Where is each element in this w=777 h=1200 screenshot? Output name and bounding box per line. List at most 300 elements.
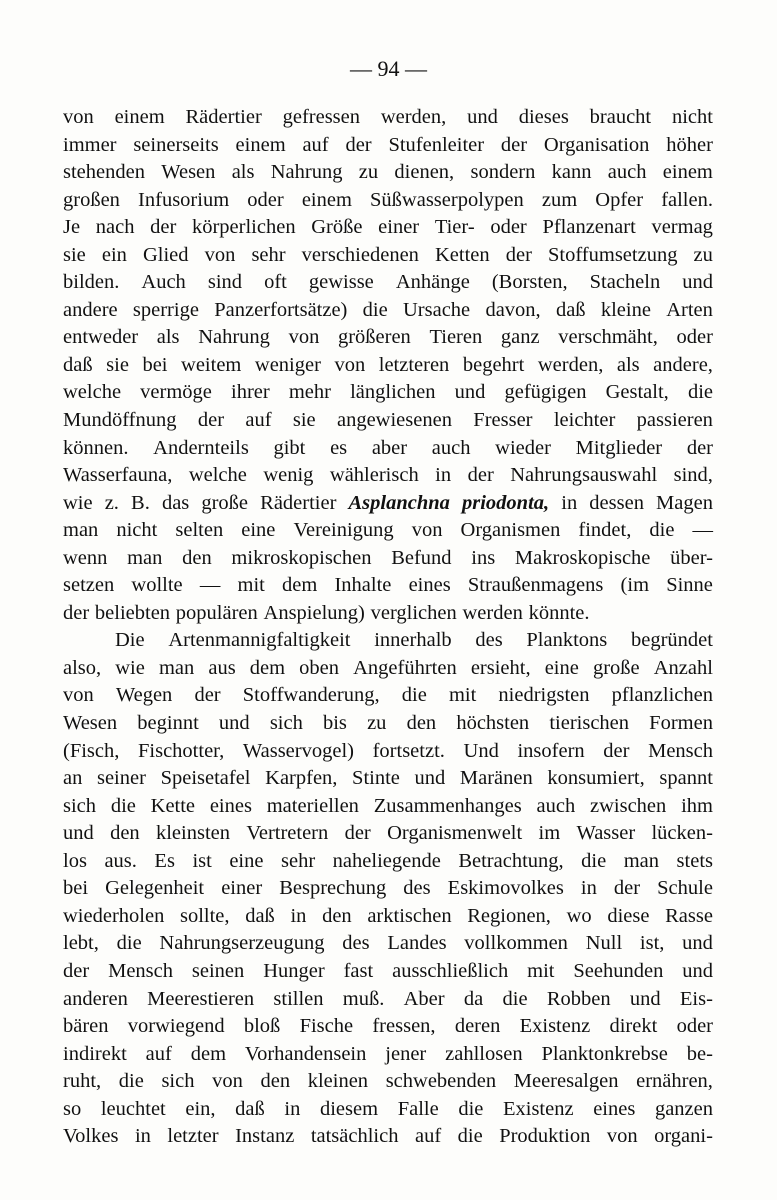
word: Wasser [576,822,636,845]
word: sehr [281,849,316,872]
word: bei [63,877,89,900]
word: insofern [517,739,585,762]
text-line [63,738,713,766]
word: können. [63,436,129,459]
text-line [63,1068,713,1096]
word: bloß [243,1015,281,1038]
word: nicht [671,106,713,128]
word: die [502,987,528,1010]
text-line [63,104,713,132]
word: tatsächlich [310,1125,399,1148]
word: andere, [653,353,713,376]
word: wie [63,491,93,514]
word: Stufenleiter [388,133,485,156]
word: Fischotter, [138,739,225,762]
word: körperlichen [191,216,296,239]
word: welche [63,381,122,404]
word: vollkommen [464,932,568,955]
word: daß [235,1097,265,1120]
text-line [63,407,713,435]
word: dem [282,574,318,597]
word: braucht [589,106,652,128]
word: gewisse [308,271,374,294]
word: der [63,601,90,624]
word: arktischen [367,904,452,927]
word: größeren [337,326,411,349]
word: Meerestieren [147,987,255,1010]
word: des [475,629,503,652]
word: als [231,161,255,184]
word: ist [192,849,212,872]
word: es [330,436,348,459]
word: Straußenmagens [467,574,604,597]
text-line [63,655,713,683]
word: man [158,656,195,679]
word: in [290,904,307,927]
word: leuchtet [100,1097,166,1120]
word: begründet [631,629,713,652]
word: man [63,519,99,542]
word: auf [245,409,272,432]
text-line [63,159,713,187]
word: die [458,1097,484,1120]
word: einem [114,106,165,128]
word: eine [241,519,276,542]
word: selten [175,519,224,542]
word: werden, [380,106,447,128]
word: Arten [666,298,713,321]
word: bären [63,1015,109,1038]
word: Nahrungserzeugung [159,932,325,955]
text-line [63,242,713,270]
word: direkt [609,1015,658,1038]
word: Sinne [666,574,713,597]
word: populären [175,601,258,624]
word: Organisation [543,133,650,156]
word: Speisetafel [160,767,251,790]
word: einem [235,133,286,156]
word: kleine [600,298,651,321]
word: seinen [191,959,245,982]
word: den [110,822,140,845]
word: der [500,133,528,156]
text-line [63,490,713,518]
text-line [63,820,713,848]
word: jener [385,1042,427,1065]
word: welche [188,464,247,487]
word: wiederholen [63,904,165,927]
word: und [454,381,486,404]
text-line [63,1041,713,1069]
word: Gestalt, [605,381,669,404]
text-line [63,1123,713,1151]
word: Fische [299,1015,354,1038]
word: der [467,464,494,487]
word: der [345,133,372,156]
word: — [692,519,713,542]
word: Anspielung) [263,601,365,624]
word: von [411,519,443,542]
text-line [63,875,713,903]
text-line [63,352,713,380]
word: den [260,1070,291,1093]
word: in [561,491,578,514]
word: in [134,1125,151,1148]
word: mit [527,959,555,982]
word: und [682,959,713,982]
word: naheliegende [332,849,441,872]
word: ihm [681,794,713,817]
word: zu [693,243,713,266]
word: ihrer [231,381,270,404]
word: sondern [470,161,536,184]
word: Maränen [459,767,533,790]
word: der [197,409,225,432]
word: von [63,684,94,707]
word: dienen, [394,161,455,184]
word: die [118,1070,144,1093]
word: oder [490,216,527,239]
word: dieses [518,106,569,128]
word: Es [154,849,175,872]
word: Schule [657,877,713,900]
word: und [63,822,94,845]
word: als [616,353,640,376]
word: eines [408,574,451,597]
word: zu [358,161,379,184]
word: ist, [639,932,665,955]
word: muß. [342,987,385,1010]
word: Stoffumsetzung [548,243,678,266]
text-line [63,297,713,325]
word: Die [115,629,145,652]
word: also, [63,656,102,679]
word: Existenz [519,1015,591,1038]
word: die [649,519,675,542]
word: in [435,464,452,487]
word: wieder [495,436,551,459]
word: eines [593,1097,636,1120]
word: sind [207,271,243,294]
word: fallen. [661,188,713,211]
word: Opfer [595,188,644,211]
word: große [592,656,640,679]
word: fortsetzt. [372,739,445,762]
word: pflanzlichen [611,684,713,707]
word: Planktons [526,629,608,652]
word: und [218,712,250,735]
text-line [63,958,713,986]
text-line [63,1013,713,1041]
word: des [403,877,431,900]
word: nicht [116,519,158,542]
word: eine [544,656,579,679]
word: Instanz [235,1125,295,1148]
word: Landes [387,932,447,955]
word: ins [471,546,496,569]
word: Wesen [63,712,118,735]
word: so [63,1097,82,1120]
word: in [284,1097,301,1120]
word: verschiedenen [301,243,419,266]
word: Tier- [434,216,475,239]
word: Inhalte [334,574,392,597]
word: Karpfen, [265,767,338,790]
word: sich [269,712,303,735]
word: Falle [397,1097,439,1120]
text-line [63,214,713,242]
word: die [401,684,427,707]
word: höher [666,133,713,156]
word: der [686,436,713,459]
word: die [581,849,607,872]
word: Ursache [403,298,471,321]
word: letzter [167,1125,219,1148]
word: wählerisch [329,464,419,487]
word: seiner [96,767,146,790]
word: und [682,932,713,955]
word: innerhalb [374,629,452,652]
word: Größe [311,216,363,239]
word: mit [237,574,265,597]
word: beliebten [94,601,171,624]
word: von [334,353,366,376]
word: sollte, [179,904,230,927]
word: angewiesenen [336,409,452,432]
word: anderen [63,987,128,1010]
word: daß [555,298,586,321]
text-line [63,1096,713,1124]
word: (Fisch, [63,739,120,762]
word: man [623,849,660,872]
word: Organismenwelt [387,822,523,845]
word: Hunger [263,959,325,982]
word: den [182,546,212,569]
word: da [463,987,484,1010]
word: ein [101,243,127,266]
word: verglichen [370,601,457,624]
word: wenn [63,546,108,569]
word: aber [371,436,408,459]
word: ein, [185,1097,216,1120]
word: Robben [546,987,611,1010]
word: vermag [651,216,713,239]
page-number: — 94 — [350,56,427,81]
word: bis [322,712,347,735]
word: Seehunden [573,959,664,982]
word: ruht, [63,1070,102,1093]
word: wie [115,656,145,679]
word: Volkes [63,1125,119,1148]
word: dem [249,656,286,679]
word: organi- [654,1125,713,1148]
word: den [322,904,352,927]
word: Formen [649,712,713,735]
word: z. [104,491,119,514]
word: daß [245,904,275,927]
word: den [406,712,437,735]
word: weniger [254,353,321,376]
text-line [63,627,713,655]
word: eines [209,794,252,817]
word: Rädertier [260,491,337,514]
text-line [63,269,713,297]
word: Asplanchna [348,491,450,514]
word: große [201,491,249,514]
word: seinerseits [133,133,219,156]
word: Produktion [499,1125,591,1148]
word: des [342,932,370,955]
word: indirekt [63,1042,127,1065]
word: Und [463,739,499,762]
word: Angeführten [353,656,457,679]
word: sich [161,1070,195,1093]
word: von [288,326,320,349]
word: kleinen [307,1070,369,1093]
word: einem [662,161,713,184]
word: kleinsten [155,822,230,845]
word: könnte. [528,601,590,624]
word: Mundöffnung [63,409,177,432]
word: Mensch [108,959,173,982]
word: verschmäht, [558,326,658,349]
word: oder [676,1015,713,1038]
word: die [457,1125,483,1148]
word: oder [247,188,284,211]
word: be- [686,1042,713,1065]
body-text [63,104,713,1151]
word: spannt [659,767,713,790]
text-line [63,187,713,215]
word: und [629,987,661,1010]
word: Panzerfortsätze) [214,298,348,321]
word: die [687,381,713,404]
text-line [63,517,713,545]
word: dem [190,1042,227,1065]
word: diese [607,904,650,927]
word: setzen [63,574,115,597]
word: passieren [636,409,713,432]
word: Stacheln [589,271,661,294]
word: vermöge [140,381,212,404]
word: der [150,216,177,239]
word: niedrigsten [498,684,590,707]
word: eine [229,849,264,872]
word: gefressen [282,106,360,128]
word: stillen [273,987,324,1010]
word: Null [585,932,623,955]
word: einem [301,188,352,211]
word: sperrige [132,298,199,321]
word: ausschließlich [392,959,509,982]
word: höchsten [456,712,530,735]
word: von [63,106,94,128]
word: der [344,822,371,845]
word: aus. [104,849,137,872]
word: sie [292,409,316,432]
word: stehenden [63,161,145,184]
word: Aber [403,987,445,1010]
word: Tieren [429,326,483,349]
text-line [63,793,713,821]
word: aus [208,656,236,679]
text-line [63,132,713,160]
word: Wegen [115,684,173,707]
word: mehr [288,381,331,404]
word: die [110,794,136,817]
word: Eis- [679,987,713,1010]
word: konsumiert, [547,767,645,790]
word: davon, [485,298,541,321]
word: Nahrungsauswahl [510,464,658,487]
text-line [63,379,713,407]
word: als [156,326,180,349]
text-line [63,324,713,352]
word: der [194,684,221,707]
word: mikroskopischen [231,546,372,569]
word: Fresser [473,409,533,432]
text-line [63,600,713,628]
word: länglichen [350,381,436,404]
word: fressen, [372,1015,436,1038]
word: immer [63,133,117,156]
word: Infusorium [138,188,230,211]
word: los [63,849,87,872]
word: werden, [537,353,604,376]
word: Gelegenheit [105,877,205,900]
word: Nahrung [198,326,270,349]
word: bilden. [63,271,120,294]
word: zwischen [590,794,667,817]
text-line [63,462,713,490]
word: Nahrung [270,161,343,184]
word: Vereinigung [293,519,394,542]
word: begehrt [462,353,525,376]
word: Meeresalgen [513,1070,619,1093]
word: einer [378,216,420,239]
word: Wasserfauna, [63,464,173,487]
word: Betrachtung, [458,849,564,872]
word: Wesen [161,161,216,184]
word: sie [106,353,129,376]
word: Kette [150,794,196,817]
word: Organismen [460,519,561,542]
word: der [63,959,90,982]
word: beginnt [137,712,199,735]
word: (im [620,574,650,597]
word: zahllosen [445,1042,523,1065]
text-line [63,848,713,876]
text-line [63,545,713,573]
text-line [63,903,713,931]
word: über- [670,546,713,569]
word: lebt, [63,932,99,955]
word: Besprechung [279,877,387,900]
text-line [63,435,713,463]
text-line [63,682,713,710]
word: sind, [673,464,713,487]
word: gibt [273,436,306,459]
word: der [603,739,630,762]
word: einer [221,877,263,900]
word: auch [431,436,471,459]
word: in [580,877,597,900]
word: Stinte [352,767,400,790]
word: daß [63,353,93,376]
word: auf [302,133,329,156]
word: priodonta, [462,491,550,514]
word: mit [448,684,477,707]
